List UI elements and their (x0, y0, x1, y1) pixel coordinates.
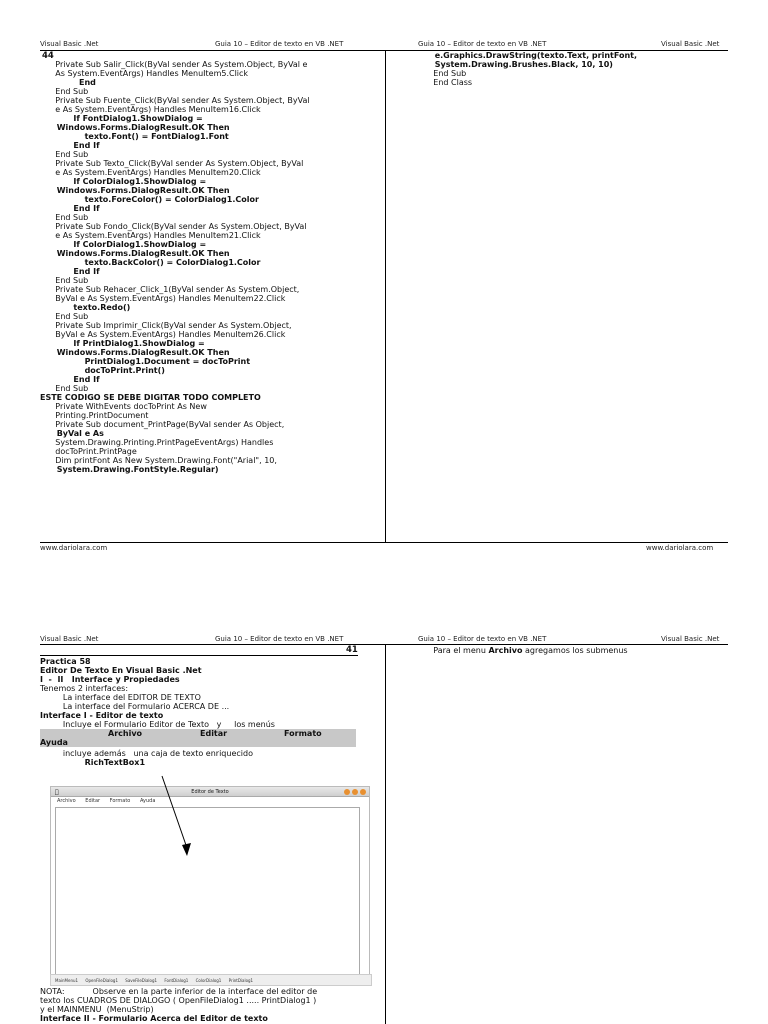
text-line: Windows.Forms.DialogResult.OK Then (40, 186, 230, 195)
text-line: If PrintDialog1.ShowDialog = (40, 339, 205, 348)
text-line: End If (40, 267, 100, 276)
text-line: End Sub (40, 213, 89, 222)
bottom-page-number: 41 (346, 645, 358, 655)
text-line: End Sub (40, 312, 89, 321)
top-right-header-guide: Guia 10 – Editor de texto en VB .NET (418, 40, 547, 48)
top-right-code-column (418, 51, 718, 87)
bottom-right-text (418, 646, 718, 655)
text-line: ByVal e As System.EventArgs) Handles MenuItem22.Click (40, 294, 286, 303)
text-line: RichTextBox1 (40, 758, 146, 767)
right-text-post: agregamos los submenus (522, 646, 628, 655)
text-line: Editor De Texto En Visual Basic .Net (40, 666, 202, 675)
text-line: I - II Interface y Propiedades (40, 675, 180, 684)
text-line: End If (40, 375, 100, 384)
text-line: Dim printFont As New System.Drawing.Font("Arial", 10, (40, 456, 277, 465)
text-line: Private Sub Rehacer_Click_1(ByVal sender As System.Object, (40, 285, 300, 294)
menu-archivo-label: Archivo (108, 729, 143, 738)
text-line: Interface I - Editor de texto (40, 711, 164, 720)
text-line: texto los CUADROS DE DIALOGO ( OpenFileDialog1 ..... PrintDialog1 ) (40, 996, 317, 1005)
text-line: ESTE CODIGO SE DEBE DIGITAR TODO COMPLETO (40, 393, 261, 402)
top-left-code-column (40, 60, 380, 474)
text-line: Interface II - Formulario Acerca del Editor de texto (40, 1014, 268, 1023)
text-line: Windows.Forms.DialogResult.OK Then (40, 348, 230, 357)
text-line: End Sub (40, 87, 89, 96)
screenshot-title: Editor de Texto (191, 789, 229, 795)
text-line: If ColorDialog1.ShowDialog = (40, 177, 207, 186)
bottom-left-header-guide: Guia 10 – Editor de texto en VB .NET (215, 635, 344, 643)
text-line: PrintDialog1.Document = docToPrint (40, 357, 251, 366)
text-line: End If (40, 204, 100, 213)
text-line: NOTA: Observe en la parte inferior de la interface del editor de (40, 987, 318, 996)
text-line: End (40, 78, 96, 87)
text-line: texto.ForeColor() = ColorDialog1.Color (40, 195, 259, 204)
menu-editar-label: Editar (200, 729, 228, 738)
right-text-pre: Para el menu (418, 646, 489, 655)
right-text-bold: Archivo (488, 646, 523, 655)
top-footer-rule (40, 542, 728, 543)
text-line: y el MAINMENU (MenuStrip) (40, 1005, 154, 1014)
text-line: System.Drawing.Brushes.Black, 10, 10) (418, 60, 613, 69)
text-line: End Sub (40, 276, 89, 285)
top-right-header-title: Visual Basic .Net (661, 40, 720, 48)
text-line: incluye además una caja de texto enriquecido (40, 749, 253, 758)
text-line: End Sub (418, 69, 467, 78)
text-line: Private Sub document_PrintPage(ByVal sender As Object, (40, 420, 285, 429)
top-left-header-title: Visual Basic .Net (40, 40, 99, 48)
text-line: Windows.Forms.DialogResult.OK Then (40, 123, 230, 132)
top-left-header-guide: Guia 10 – Editor de texto en VB .NET (215, 40, 344, 48)
text-line: End Class (418, 78, 473, 87)
text-line: e As System.EventArgs) Handles MenuItem20.Click (40, 168, 261, 177)
text-line: If FontDialog1.ShowDialog = (40, 114, 203, 123)
bottom-right-header-guide: Guia 10 – Editor de texto en VB .NET (418, 635, 547, 643)
text-line: End Sub (40, 384, 89, 393)
top-column-divider (385, 50, 386, 542)
text-line: Private Sub Fuente_Click(ByVal sender As System.Object, ByVal (40, 96, 310, 105)
text-line: La interface del Formulario ACERCA DE ... (40, 702, 230, 711)
arrow-icon (0, 630, 768, 1024)
bottom-right-header-title: Visual Basic .Net (661, 635, 720, 643)
top-page-number: 44 (42, 51, 54, 61)
text-line: System.Drawing.FontStyle.Regular) (40, 465, 219, 474)
text-line: If ColorDialog1.ShowDialog = (40, 240, 207, 249)
text-line: End Sub (40, 150, 89, 159)
top-footer-left: www.dariolara.com (40, 544, 108, 552)
text-line: Practica 58 (40, 657, 91, 666)
text-line: e As System.EventArgs) Handles MenuItem16.Click (40, 105, 261, 114)
text-line: Private WithEvents docToPrint As New (40, 402, 207, 411)
menu-formato-label: Formato (284, 729, 322, 738)
text-line: docToPrint.Print() (40, 366, 165, 375)
text-line: La interface del EDITOR DE TEXTO (40, 693, 201, 702)
text-line: docToPrint.PrintPage (40, 447, 137, 456)
text-line: Incluye el Formulario Editor de Texto y los menús (40, 720, 275, 729)
component-tray: MainMenu1 OpenFileDialog1 SaveFileDialog1 FontDialog1 ColorDialog1 PrintDialog1 (50, 974, 372, 986)
text-line: End If (40, 141, 100, 150)
text-line: Printing.PrintDocument (40, 411, 149, 420)
text-line: Windows.Forms.DialogResult.OK Then (40, 249, 230, 258)
text-line: texto.BackColor() = ColorDialog1.Color (40, 258, 261, 267)
note-text (40, 987, 380, 1023)
text-line: ByVal e As (40, 429, 104, 438)
bottom-page (0, 630, 768, 1024)
top-footer-right: www.dariolara.com (646, 544, 714, 552)
menu-ayuda-label: Ayuda (40, 738, 68, 747)
text-line: e As System.EventArgs) Handles MenuItem21.Click (40, 231, 261, 240)
text-line: texto.Font() = FontDialog1.Font (40, 132, 229, 141)
text-line: texto.Redo() (40, 303, 131, 312)
text-line: System.Drawing.Printing.PrintPageEventArgs) Handles (40, 438, 274, 447)
bottom-left-header-title: Visual Basic .Net (40, 635, 99, 643)
text-line: Private Sub Imprimir_Click(ByVal sender As System.Object, (40, 321, 292, 330)
text-line: Tenemos 2 interfaces: (40, 684, 129, 693)
text-line: ByVal e As System.EventArgs) Handles MenuItem26.Click (40, 330, 286, 339)
text-line: Private Sub Fondo_Click(ByVal sender As System.Object, ByVal (40, 222, 307, 231)
screenshot-menu: Archivo Editar Formato Ayuda (57, 798, 156, 804)
text-line: Private Sub Texto_Click(ByVal sender As System.Object, ByVal (40, 159, 304, 168)
text-line: Private Sub Salir_Click(ByVal sender As System.Object, ByVal e (40, 60, 308, 69)
text-line: As System.EventArgs) Handles MenuItem5.Click (40, 69, 249, 78)
text-line: e.Graphics.DrawString(texto.Text, printFont, (418, 51, 638, 60)
